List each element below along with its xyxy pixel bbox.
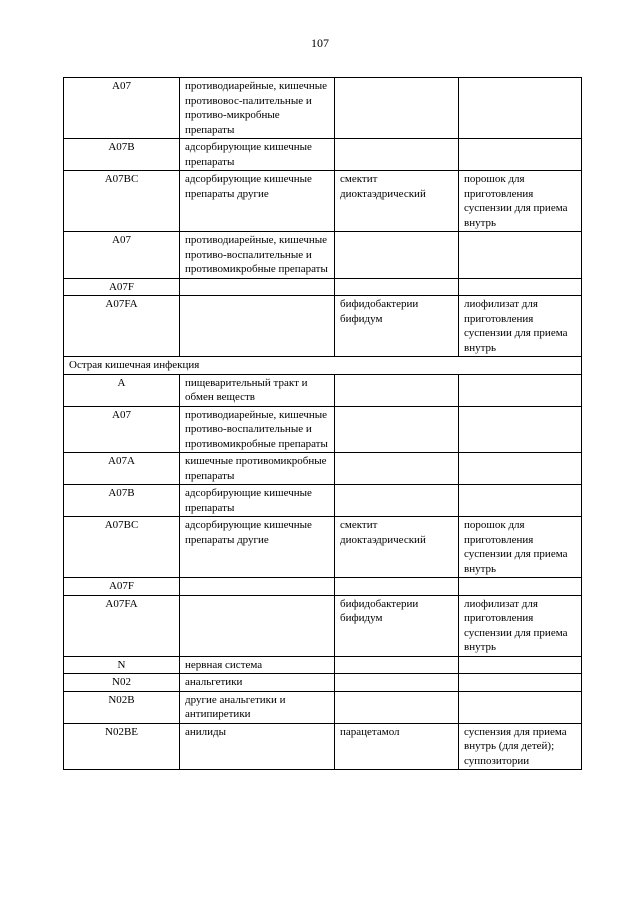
table-row	[64, 656, 582, 674]
atc-group-cell: анилиды	[180, 723, 335, 770]
atc-code-cell: A07	[64, 78, 180, 139]
substance-cell	[335, 656, 459, 674]
atc-code-cell: A07F	[64, 278, 180, 296]
substance-cell: смектит диоктаэдрический	[335, 171, 459, 232]
substance-cell	[335, 453, 459, 485]
atc-group-cell: адсорбирующие кишечные препараты другие	[180, 171, 335, 232]
section-title: Острая кишечная инфекция	[64, 357, 582, 375]
table-row	[64, 595, 582, 656]
atc-code-cell: A	[64, 374, 180, 406]
dosage-form-cell	[459, 453, 582, 485]
table-row	[64, 139, 582, 171]
atc-group-cell: адсорбирующие кишечные препараты другие	[180, 517, 335, 578]
atc-group-cell: противодиарейные, кишечные противо-воспалительные и противомикробные препараты	[180, 232, 335, 279]
drug-table	[63, 77, 582, 770]
atc-code-cell: A07B	[64, 139, 180, 171]
atc-group-cell: другие анальгетики и антипиретики	[180, 691, 335, 723]
substance-cell	[335, 139, 459, 171]
dosage-form-cell	[459, 139, 582, 171]
substance-cell	[335, 278, 459, 296]
atc-code-cell: A07BC	[64, 517, 180, 578]
dosage-form-cell: суспензия для приема внутрь (для детей); суппозитории	[459, 723, 582, 770]
table-row	[64, 374, 582, 406]
table-row	[64, 485, 582, 517]
table-row	[64, 517, 582, 578]
section-row	[64, 357, 582, 375]
dosage-form-cell	[459, 78, 582, 139]
atc-code-cell: A07FA	[64, 595, 180, 656]
atc-group-cell: противодиарейные, кишечные противо-воспалительные и противомикробные препараты	[180, 406, 335, 453]
atc-group-cell: нервная система	[180, 656, 335, 674]
substance-cell	[335, 485, 459, 517]
atc-group-cell	[180, 595, 335, 656]
substance-cell	[335, 578, 459, 596]
atc-code-cell: A07FA	[64, 296, 180, 357]
table-row	[64, 296, 582, 357]
atc-code-cell: A07	[64, 232, 180, 279]
atc-code-cell: A07B	[64, 485, 180, 517]
table-row	[64, 453, 582, 485]
dosage-form-cell	[459, 674, 582, 692]
atc-code-cell: N02B	[64, 691, 180, 723]
dosage-form-cell: порошок для приготовления суспензии для приема внутрь	[459, 517, 582, 578]
table-row	[64, 278, 582, 296]
atc-code-cell: N02	[64, 674, 180, 692]
substance-cell	[335, 691, 459, 723]
dosage-form-cell	[459, 278, 582, 296]
substance-cell	[335, 406, 459, 453]
table-row	[64, 578, 582, 596]
substance-cell	[335, 674, 459, 692]
atc-group-cell: пищеварительный тракт и обмен веществ	[180, 374, 335, 406]
table-row	[64, 406, 582, 453]
dosage-form-cell	[459, 691, 582, 723]
atc-code-cell: A07A	[64, 453, 180, 485]
dosage-form-cell	[459, 485, 582, 517]
atc-code-cell: A07	[64, 406, 180, 453]
atc-group-cell: анальгетики	[180, 674, 335, 692]
atc-group-cell	[180, 296, 335, 357]
table-row	[64, 171, 582, 232]
substance-cell: бифидобактерии бифидум	[335, 296, 459, 357]
table-row	[64, 723, 582, 770]
atc-group-cell: кишечные противомикробные препараты	[180, 453, 335, 485]
dosage-form-cell	[459, 406, 582, 453]
table-row	[64, 78, 582, 139]
page-number: 107	[311, 36, 329, 50]
dosage-form-cell	[459, 374, 582, 406]
table-row	[64, 232, 582, 279]
substance-cell: смектит диоктаэдрический	[335, 517, 459, 578]
dosage-form-cell	[459, 232, 582, 279]
atc-code-cell: N	[64, 656, 180, 674]
dosage-form-cell	[459, 656, 582, 674]
substance-cell: бифидобактерии бифидум	[335, 595, 459, 656]
dosage-form-cell	[459, 578, 582, 596]
substance-cell	[335, 232, 459, 279]
atc-group-cell	[180, 578, 335, 596]
atc-group-cell: противодиарейные, кишечные противовос-палительные и противо-микробные препараты	[180, 78, 335, 139]
table-row	[64, 691, 582, 723]
atc-group-cell: адсорбирующие кишечные препараты	[180, 485, 335, 517]
atc-group-cell: адсорбирующие кишечные препараты	[180, 139, 335, 171]
substance-cell	[335, 374, 459, 406]
table-row	[64, 674, 582, 692]
substance-cell: парацетамол	[335, 723, 459, 770]
substance-cell	[335, 78, 459, 139]
dosage-form-cell: порошок для приготовления суспензии для приема внутрь	[459, 171, 582, 232]
dosage-form-cell: лиофилизат для приготовления суспензии для приема внутрь	[459, 595, 582, 656]
atc-group-cell	[180, 278, 335, 296]
atc-code-cell: N02BE	[64, 723, 180, 770]
atc-code-cell: A07BC	[64, 171, 180, 232]
dosage-form-cell: лиофилизат для приготовления суспензии для приема внутрь	[459, 296, 582, 357]
atc-code-cell: A07F	[64, 578, 180, 596]
